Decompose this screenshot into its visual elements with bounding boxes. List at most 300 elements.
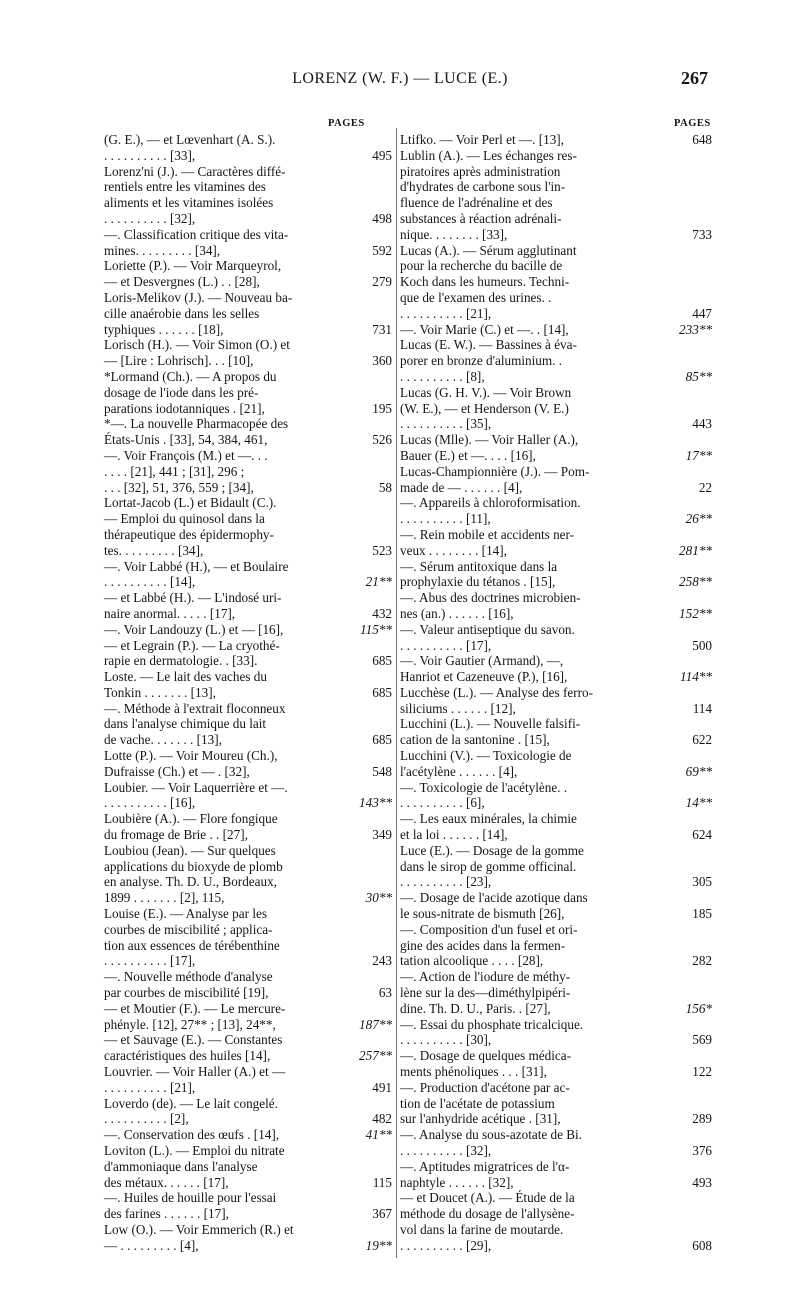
index-entry-line (400, 448, 712, 464)
entry-text: et la loi . . . . . . [14], (400, 827, 508, 843)
entry-text: méthode du dosage de l'allysène- (400, 1206, 575, 1222)
page-reference: 115** (360, 621, 392, 637)
index-entry-line (104, 669, 392, 685)
index-entry-line (104, 969, 392, 985)
index-entry-line (400, 780, 712, 796)
page-reference: 495 (372, 147, 392, 163)
entry-text: caractéristiques des huiles [14], (104, 1048, 271, 1064)
entry-text: . . . . . . . . . . [29], (400, 1237, 492, 1253)
index-entry-line (400, 1048, 712, 1064)
index-entry-line (400, 416, 712, 432)
entry-text: pour la recherche du bacille de (400, 258, 563, 274)
entry-text: . . . . . . . . . . [16], (104, 795, 196, 811)
entry-text: dans le sirop de gomme officinal. (400, 858, 577, 874)
entry-text: mines. . . . . . . . . [34], (104, 242, 221, 258)
index-entry-line (104, 401, 392, 417)
index-entry-line (104, 227, 392, 243)
index-entry-line (400, 227, 712, 243)
entry-text: —. Aptitudes migratrices de l'α- (400, 1158, 570, 1174)
entry-text: l'acétylène . . . . . . [4], (400, 763, 518, 779)
entry-text: Lorisch (H.). — Voir Simon (O.) et (104, 337, 290, 353)
entry-text: Koch dans les humeurs. Techni- (400, 274, 570, 290)
entry-text: Lortat-Jacob (L.) et Bidault (C.). (104, 495, 277, 511)
index-entry-line (104, 1190, 392, 1206)
entry-text: Lucas (Mlle). — Voir Haller (A.), (400, 432, 579, 448)
index-entry-line (400, 322, 712, 338)
index-entry-line (400, 1080, 712, 1096)
page-reference: 187** (359, 1016, 392, 1032)
index-entry-line (104, 243, 392, 259)
page-reference: 14** (685, 795, 712, 811)
page-reference: 257** (359, 1048, 392, 1064)
entry-text: dine. Th. D. U., Paris. . [27], (400, 1000, 551, 1016)
index-entry-line (104, 1222, 392, 1238)
entry-text: des métaux. . . . . . [17], (104, 1174, 229, 1190)
entry-text: —. Composition d'un fusel et ori- (400, 921, 578, 937)
index-entry-line (400, 1143, 712, 1159)
entry-text: . . . . . . . . . . [33], (104, 147, 196, 163)
index-entry-line (400, 1127, 712, 1143)
entry-text: . . . . . . . . . . [6], (400, 795, 485, 811)
page-reference: 447 (692, 305, 712, 321)
index-entry-line (400, 337, 712, 353)
index-entry-line (400, 1096, 712, 1112)
page-reference: 500 (692, 637, 712, 653)
index-entry-line (400, 274, 712, 290)
entry-text: 1899 . . . . . . . [2], 115, (104, 890, 225, 906)
entry-text: substances à réaction adrénali- (400, 210, 562, 226)
entry-text: made de — . . . . . . [4], (400, 479, 523, 495)
entry-text: Loubier. — Voir Laquerrière et —. (104, 779, 288, 795)
index-entry-line (400, 559, 712, 575)
index-entry-line (104, 748, 392, 764)
entry-text: —. Voir Labbé (H.), — et Boulaire (104, 558, 289, 574)
entry-text: dans l'analyse chimique du lait (104, 716, 267, 732)
entry-text: —. Abus des doctrines microbien- (400, 590, 581, 606)
index-entry-line (104, 543, 392, 559)
index-entry-line (400, 843, 712, 859)
column-divider (396, 128, 397, 1258)
entry-text: —. Voir Marie (C.) et —. . [14], (400, 321, 569, 337)
index-entry-line (400, 164, 712, 180)
index-entry-line (104, 1001, 392, 1017)
entry-text: de vache. . . . . . . [13], (104, 732, 222, 748)
entry-text: —. Analyse du sous-azotate de Bi. (400, 1127, 583, 1143)
entry-text: vol dans la farine de moutarde. (400, 1221, 564, 1237)
index-entry-line (104, 464, 392, 480)
index-entry-line (104, 574, 392, 590)
index-entry-line (400, 1111, 712, 1127)
index-entry-line (104, 448, 392, 464)
entry-text: courbes de miscibilité ; applica- (104, 921, 273, 937)
index-entry-line (104, 1238, 392, 1254)
entry-text: Lucchini (V.). — Toxicologie de (400, 748, 572, 764)
index-entry-line (400, 211, 712, 227)
index-entry-line (104, 416, 392, 432)
index-entry-line (400, 859, 712, 875)
page-reference: 282 (692, 953, 712, 969)
entry-text: typhiques . . . . . . [18], (104, 321, 224, 337)
entry-text: ments phénoliques . . . [31], (400, 1064, 547, 1080)
entry-text: — et Labbé (H.). — L'indosé uri- (104, 590, 282, 606)
page-reference: 733 (692, 226, 712, 242)
index-entry-line (104, 985, 392, 1001)
entry-text: aliments et les vitamines isolées (104, 195, 274, 211)
index-entry-line (400, 606, 712, 622)
page-reference: 233** (679, 321, 712, 337)
entry-text: . . . . . . . . . . [14], (104, 574, 196, 590)
index-entry-line (400, 1017, 712, 1033)
entry-text: phényle. [12], 27** ; [13], 24**, (104, 1016, 276, 1032)
index-entry-line (400, 480, 712, 496)
index-entry-line (104, 827, 392, 843)
entry-text: piratoires après administration (400, 163, 561, 179)
entry-text: . . . . . . . . . . [8], (400, 368, 485, 384)
entry-text: rentiels entre les vitamines des (104, 179, 266, 195)
running-head: LORENZ (W. F.) — LUCE (E.) (292, 70, 508, 87)
index-entry-line (400, 969, 712, 985)
index-entry-line (104, 874, 392, 890)
page-reference: 22 (698, 479, 712, 495)
entry-text: — et Legrain (P.). — La cryothé- (104, 637, 280, 653)
index-entry-line (104, 795, 392, 811)
index-entry-line (400, 827, 712, 843)
page-reference: 30** (365, 890, 392, 906)
entry-text: —. Appareils à chloroformisation. (400, 495, 581, 511)
entry-text: en analyse. Th. D. U., Bordeaux, (104, 874, 277, 890)
entry-text: Hanriot et Cazeneuve (P.), [16], (400, 669, 568, 685)
page-reference: 376 (692, 1143, 712, 1158)
entry-text: cille anaérobie dans les selles (104, 305, 260, 321)
index-entry-line (104, 1048, 392, 1064)
entry-text: — et Desvergnes (L.) . . [28], (104, 274, 260, 290)
entry-text: Lucas (A.). — Sérum agglutinant (400, 242, 577, 258)
index-entry-line (104, 1096, 392, 1112)
entry-text: naphtyle . . . . . . [32], (400, 1174, 514, 1190)
index-entry-line (400, 795, 712, 811)
entry-text: Low (O.). — Voir Emmerich (R.) et (104, 1221, 294, 1237)
page-reference: 491 (372, 1079, 392, 1095)
index-entry-line (104, 590, 392, 606)
index-entry-line (400, 890, 712, 906)
entry-text: —. Rein mobile et accidents ner- (400, 526, 575, 542)
entry-text: Lotte (P.). — Voir Moureu (Ch.), (104, 748, 278, 764)
pages-label-right: PAGES (674, 118, 711, 129)
entry-text: Lucchèse (L.). — Analyse des ferro- (400, 684, 593, 700)
page-reference: 482 (372, 1111, 392, 1127)
entry-text: —. Sérum antitoxique dans la (400, 558, 558, 574)
index-entry-line (104, 953, 392, 969)
entry-text: . . . . [21], 441 ; [31], 296 ; (104, 463, 245, 479)
index-entry-line (104, 385, 392, 401)
index-entry-line (104, 164, 392, 180)
entry-text: (W. E.), — et Henderson (V. E.) (400, 400, 569, 416)
index-entry-line (104, 258, 392, 274)
entry-text: Tonkin . . . . . . . [13], (104, 684, 216, 700)
entry-text: nes (an.) . . . . . . [16], (400, 605, 514, 621)
page-reference: 360 (372, 353, 392, 369)
page-reference: 143** (359, 795, 392, 811)
page-reference: 281** (679, 542, 712, 558)
entry-text: . . . . . . . . . . [21], (400, 305, 492, 321)
entry-text: cation de la santonine . [15], (400, 732, 550, 748)
page-reference: 685 (372, 653, 392, 669)
index-entry-line (104, 1017, 392, 1033)
entry-text: thérapeutique des épidermophy- (104, 526, 274, 542)
entry-text: Loverdo (de). — Le lait congelé. (104, 1095, 278, 1111)
entry-text: prophylaxie du tétanos . [15], (400, 574, 556, 590)
entry-text: le sous-nitrate de bismuth [26], (400, 906, 565, 922)
index-entry-line (104, 290, 392, 306)
entry-text: applications du bioxyde de plomb (104, 858, 283, 874)
index-entry-line (104, 322, 392, 338)
entry-text: —. Essai du phosphate tricalcique. (400, 1016, 584, 1032)
page-header (0, 70, 800, 100)
page-reference: 41** (365, 1127, 392, 1143)
entry-text: — et Doucet (A.). — Étude de la (400, 1190, 575, 1206)
index-entry-line (400, 953, 712, 969)
index-entry-line (104, 732, 392, 748)
entry-text: —. Huiles de houille pour l'essai (104, 1190, 277, 1206)
index-entry-line (400, 258, 712, 274)
index-entry-line (400, 906, 712, 922)
index-entry-line (400, 148, 712, 164)
page-reference: 367 (372, 1206, 392, 1222)
page-reference: 19** (365, 1237, 392, 1253)
index-entry-line (400, 369, 712, 385)
entry-text: —. Action de l'iodure de méthy- (400, 969, 571, 985)
index-entry-line (400, 1238, 712, 1254)
index-entry-line (104, 843, 392, 859)
entry-text: . . . . . . . . . . [32], (104, 210, 196, 226)
page-number: 267 (681, 68, 708, 88)
index-entry-line (104, 1127, 392, 1143)
entry-text: d'hydrates de carbone sous l'in- (400, 179, 566, 195)
index-entry-line (400, 574, 712, 590)
pages-label-left: PAGES (328, 118, 365, 129)
index-entry-line (400, 685, 712, 701)
page-reference: 243 (372, 953, 392, 969)
index-entry-line (400, 590, 712, 606)
index-entry-line (104, 1080, 392, 1096)
index-entry-line (400, 432, 712, 448)
page-reference: 279 (372, 274, 392, 290)
index-entry-line (104, 1143, 392, 1159)
entry-text: (G. E.), — et Lœvenhart (A. S.). (104, 132, 276, 147)
index-entry-line (400, 179, 712, 195)
index-entry-line (104, 716, 392, 732)
entry-text: rapie en dermatologie. . [33]. (104, 653, 258, 669)
entry-text: . . . . . . . . . . [17], (104, 953, 196, 969)
index-entry-line (400, 811, 712, 827)
page-reference: 526 (372, 432, 392, 448)
entry-text: dosage de l'iode dans les pré- (104, 384, 259, 400)
entry-text: tion de l'acétate de potassium (400, 1095, 555, 1111)
index-entry-line (104, 906, 392, 922)
index-entry-line (104, 701, 392, 717)
entry-text: Lucas-Championnière (J.). — Pom- (400, 463, 590, 479)
entry-text: Dufraisse (Ch.) et — . [32], (104, 763, 250, 779)
index-entry-line (400, 985, 712, 1001)
page-reference: 152** (679, 605, 712, 621)
index-entry-line (400, 764, 712, 780)
entry-text: lène sur la des—diméthylpipéri- (400, 985, 571, 1001)
index-entry-line (104, 811, 392, 827)
index-entry-line (400, 543, 712, 559)
page-reference: 26** (685, 511, 712, 527)
page-reference: 685 (372, 732, 392, 748)
index-entry-line (104, 432, 392, 448)
index-entry-line (400, 922, 712, 938)
entry-text: —. Toxicologie de l'acétylène. . (400, 779, 568, 795)
entry-text: —. Nouvelle méthode d'analyse (104, 969, 273, 985)
page-reference: 548 (372, 763, 392, 779)
entry-text: Lublin (A.). — Les échanges res- (400, 147, 577, 163)
page-reference: 592 (372, 242, 392, 258)
entry-text: . . . . . . . . . . [17], (400, 637, 492, 653)
page-reference: 349 (372, 827, 392, 843)
index-entry-line (104, 306, 392, 322)
index-entry-line (400, 243, 712, 259)
entry-text: parations iodotanniques . [21], (104, 400, 265, 416)
entry-text: Loste. — Le lait des vaches du (104, 669, 267, 685)
index-entry-line (400, 874, 712, 890)
entry-text: —. Classification critique des vita- (104, 226, 289, 242)
index-entry-line (104, 764, 392, 780)
page-reference: 685 (372, 684, 392, 700)
entry-text: sur l'anhydride acétique . [31], (400, 1111, 561, 1127)
index-entry-line (400, 701, 712, 717)
entry-text: que de l'examen des urines. . (400, 289, 552, 305)
index-entry-line (104, 559, 392, 575)
index-entry-line (400, 1206, 712, 1222)
entry-text: — et Moutier (F.). — Le mercure- (104, 1000, 286, 1016)
entry-text: Louvrier. — Voir Haller (A.) et — (104, 1064, 286, 1080)
entry-text: . . . . . . . . . . [32], (400, 1143, 492, 1158)
index-entry-line (104, 211, 392, 227)
entry-text: veux . . . . . . . . [14], (400, 542, 507, 558)
entry-text: —. Les eaux minérales, la chimie (400, 811, 577, 827)
index-column-left (104, 132, 392, 1254)
index-entry-line (400, 1190, 712, 1206)
index-entry-line (104, 353, 392, 369)
index-entry-line (104, 1111, 392, 1127)
page-reference: 85** (685, 368, 712, 384)
entry-text: . . . . . . . . . . [21], (104, 1079, 196, 1095)
entry-text: États-Unis . [33], 54, 384, 461, (104, 432, 268, 448)
entry-text: Lucchini (L.). — Nouvelle falsifi- (400, 716, 581, 732)
index-column-right (400, 132, 712, 1254)
index-entry-line (104, 606, 392, 622)
index-entry-line (400, 622, 712, 638)
index-entry-line (104, 859, 392, 875)
index-entry-line (400, 1001, 712, 1017)
index-entry-line (104, 685, 392, 701)
entry-text: . . . . . . . . . . [23], (400, 874, 492, 890)
index-entry-line (104, 148, 392, 164)
entry-text: par courbes de miscibilité [19], (104, 985, 269, 1001)
entry-text: *Lormand (Ch.). — A propos du (104, 368, 277, 384)
entry-text: tation alcoolique . . . . [28], (400, 953, 544, 969)
entry-text: Louise (E.). — Analyse par les (104, 906, 267, 922)
page-reference: 114 (692, 700, 712, 716)
page-reference: 185 (692, 906, 712, 922)
page-reference: 432 (372, 605, 392, 621)
entry-text: naire anormal. . . . . [17], (104, 605, 236, 621)
index-entry-line (400, 653, 712, 669)
entry-text: d'ammoniaque dans l'analyse (104, 1158, 258, 1174)
page-reference: 624 (692, 827, 712, 843)
index-entry-line (104, 337, 392, 353)
page-reference: 569 (692, 1032, 712, 1048)
index-entry-line (400, 938, 712, 954)
page-reference: 608 (692, 1237, 712, 1253)
index-entry-line (400, 511, 712, 527)
entry-text: —. Production d'acétone par ac- (400, 1079, 570, 1095)
index-entry-line (400, 669, 712, 685)
entry-text: . . . . . . . . . . [30], (400, 1032, 492, 1048)
entry-text: du fromage de Brie . . [27], (104, 827, 248, 843)
entry-text: —. Voir Landouzy (L.) et — [16], (104, 621, 284, 637)
index-entry-line (104, 638, 392, 654)
entry-text: porer en bronze d'aluminium. . (400, 353, 563, 369)
entry-text: —. Valeur antiseptique du savon. (400, 621, 575, 637)
index-entry-line (400, 638, 712, 654)
page-reference: 258** (679, 574, 712, 590)
entry-text: —. Dosage de quelques médica- (400, 1048, 572, 1064)
entry-text: . . . . . . . . . . [2], (104, 1111, 189, 1127)
page-reference: 498 (372, 210, 392, 226)
index-entry-line (400, 290, 712, 306)
page-reference: 305 (692, 874, 712, 890)
entry-text: siliciums . . . . . . [12], (400, 700, 516, 716)
page-reference: 58 (378, 479, 392, 495)
entry-text: Loubière (A.). — Flore fongique (104, 811, 278, 827)
page-reference: 156* (685, 1000, 712, 1016)
entry-text: Bauer (E.) et —. . . . [16], (400, 447, 536, 463)
index-entry-line (104, 922, 392, 938)
index-entry-line (104, 1064, 392, 1080)
index-entry-line (104, 653, 392, 669)
index-entry-line (104, 622, 392, 638)
index-entry-line (400, 132, 712, 148)
entry-text: tes. . . . . . . . . [34], (104, 542, 204, 558)
entry-text: . . . . . . . . . . [11], (400, 511, 491, 527)
entry-text: Lorenz'ni (J.). — Caractères diffé- (104, 163, 286, 179)
index-entry-line (104, 274, 392, 290)
index-entry-line (104, 369, 392, 385)
page-reference: 195 (372, 400, 392, 416)
index-entry-line (104, 890, 392, 906)
entry-text: Loviton (L.). — Emploi du nitrate (104, 1143, 285, 1158)
index-entry-line (104, 195, 392, 211)
page-reference: 289 (692, 1111, 712, 1127)
entry-text: —. Voir Gautier (Armand), —, (400, 653, 564, 669)
index-entry-line (400, 748, 712, 764)
index-entry-line (104, 495, 392, 511)
page-reference: 493 (692, 1174, 712, 1190)
page-reference: 17** (685, 447, 712, 463)
entry-text: Loris-Melikov (J.). — Nouveau ba- (104, 289, 293, 305)
entry-text: gine des acides dans la fermen- (400, 937, 566, 953)
entry-text: —. Méthode à l'extrait floconneux (104, 700, 286, 716)
index-entry-line (400, 1159, 712, 1175)
index-entry-line (104, 179, 392, 195)
page-reference: 115 (372, 1174, 392, 1190)
entry-text: fluence de l'adrénaline et des (400, 195, 553, 211)
index-entry-line (400, 1064, 712, 1080)
entry-text: — [Lire : Lohrisch]. . . [10], (104, 353, 254, 369)
